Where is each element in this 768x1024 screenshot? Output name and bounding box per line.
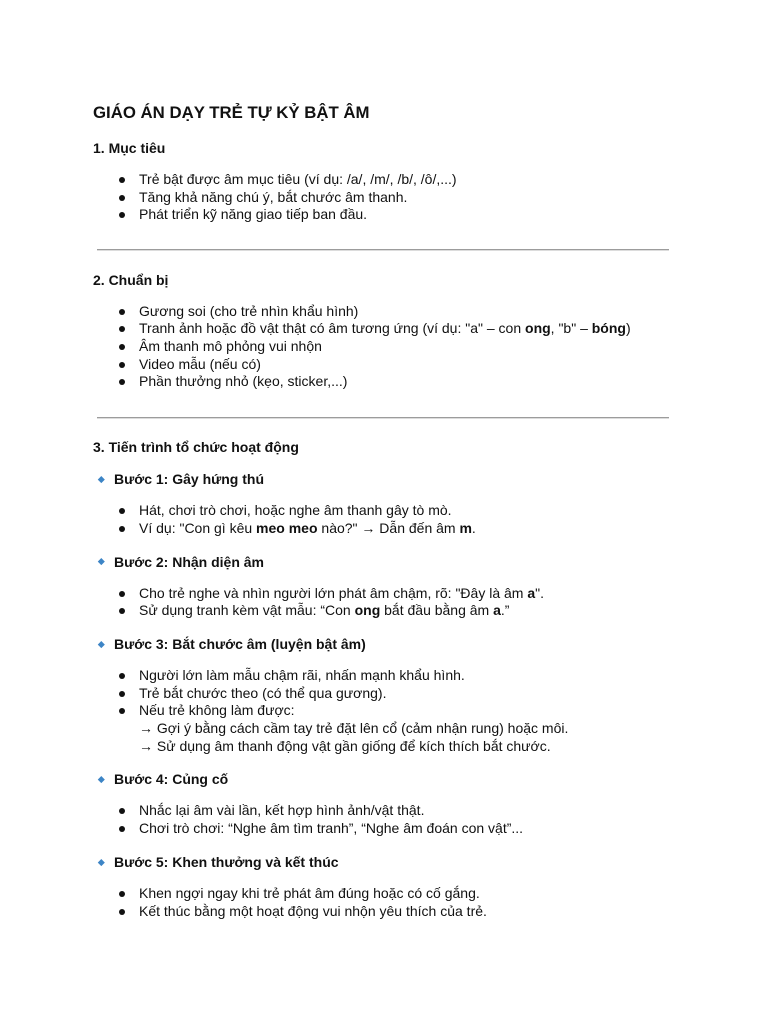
item-text: Tranh ảnh hoặc đồ vật thật có âm tương ứng (ví dụ: "a" – con	[139, 320, 526, 337]
list-item	[139, 885, 768, 903]
list-item	[139, 189, 768, 207]
diamond-icon	[98, 859, 104, 865]
step-1	[93, 470, 768, 537]
list-item	[139, 602, 768, 620]
step-heading	[93, 553, 768, 571]
list-item	[139, 303, 768, 321]
diamond-icon	[98, 641, 104, 647]
list-item	[139, 802, 768, 820]
page-title: GIÁO ÁN DẠY TRẺ TỰ KỶ BẬT ÂM	[93, 103, 370, 122]
list-item	[139, 820, 768, 838]
step-title: Bước 3: Bắt chước âm (luyện bật âm)	[114, 635, 366, 652]
step-list	[93, 885, 768, 920]
item-text: , "b" –	[550, 320, 592, 337]
list-item	[139, 206, 768, 224]
step-title: Bước 1: Gây hứng thú	[114, 471, 265, 488]
item-text: Nhắc lại âm vài lần, kết hợp hình ảnh/vật thật.	[139, 802, 425, 819]
step-title: Bước 4: Củng cố	[114, 771, 229, 788]
item-text: Trẻ bật được âm mục tiêu (ví dụ: /a/, /m/, /b/, /ô/,...)	[139, 171, 457, 187]
list-item	[139, 338, 768, 356]
section-goals	[93, 139, 768, 224]
step-4	[93, 770, 768, 837]
list-item	[139, 903, 768, 921]
list-item	[139, 373, 768, 391]
step-heading	[93, 635, 768, 653]
step-list	[93, 667, 768, 756]
item-emphasis: a	[493, 602, 501, 619]
diamond-icon	[98, 776, 104, 782]
item-emphasis: m	[459, 519, 472, 536]
list-item	[139, 685, 768, 703]
item-text: Tăng khả năng chú ý, bắt chước âm thanh.	[139, 188, 408, 205]
item-text: Phần thưởng nhỏ (kẹo, sticker,...)	[139, 373, 348, 390]
item-text: Kết thúc bằng một hoạt động vui nhộn yêu thích của trẻ.	[139, 902, 487, 919]
goals-list	[93, 171, 768, 224]
list-item	[139, 702, 768, 755]
item-text: Âm thanh mô phỏng vui nhộn	[139, 338, 322, 355]
hint-line: → Sử dụng âm thanh động vật gần giống để kích thích bắt chước.	[139, 737, 551, 754]
step-2	[93, 553, 768, 620]
item-emphasis: a	[527, 584, 536, 601]
preparation-list	[93, 303, 768, 392]
diamond-icon	[98, 558, 104, 564]
item-text: Phát triển kỹ năng giao tiếp ban đầu.	[139, 206, 368, 223]
list-item	[139, 667, 768, 685]
item-text: ".	[535, 584, 544, 601]
step-title: Bước 2: Nhận diện âm	[114, 553, 265, 570]
item-text: Sử dụng tranh kèm vật mẫu: “Con	[139, 602, 355, 619]
step-list	[93, 585, 768, 620]
list-item	[139, 171, 768, 189]
item-text: Người lớn làm mẫu chậm rãi, nhấn mạnh khẩu hình.	[139, 666, 465, 683]
step-list	[93, 502, 768, 537]
step-heading	[93, 770, 768, 788]
section-preparation	[93, 271, 768, 392]
step-list	[93, 802, 768, 837]
item-text: )	[625, 320, 631, 337]
section-heading-procedure: 3. Tiến trình tổ chức hoạt động	[93, 439, 299, 456]
item-emphasis: ong	[354, 602, 381, 619]
step-5	[93, 853, 768, 920]
list-item	[139, 356, 768, 374]
item-text: Chơi trò chơi: “Nghe âm tìm tranh”, “Nghe âm đoán con vật”...	[139, 820, 524, 837]
list-item	[139, 502, 768, 520]
step-3	[93, 635, 768, 756]
step-title: Bước 5: Khen thưởng và kết thúc	[114, 853, 339, 870]
item-text: Video mẫu (nếu có)	[139, 355, 261, 372]
item-text: Cho trẻ nghe và nhìn người lớn phát âm chậm, rõ: "Đây là âm	[139, 584, 528, 601]
diamond-icon	[98, 476, 104, 482]
item-text: Khen ngợi ngay khi trẻ phát âm đúng hoặc có cố gắng.	[139, 884, 480, 901]
item-emphasis: bóng	[591, 320, 626, 337]
item-text: .”	[500, 602, 510, 619]
section-divider	[97, 417, 669, 419]
step-heading	[93, 470, 768, 488]
item-emphasis: ong	[525, 320, 551, 337]
list-item	[139, 520, 768, 538]
item-text: Ví dụ: "Con gì kêu	[139, 519, 257, 536]
item-text: Hát, chơi trò chơi, hoặc nghe âm thanh gây tò mò.	[139, 502, 452, 519]
step-heading	[93, 853, 768, 871]
list-item	[139, 585, 768, 603]
item-text: Gương soi (cho trẻ nhìn khẩu hình)	[139, 302, 359, 319]
section-heading-preparation: 2. Chuẩn bị	[93, 271, 169, 288]
item-emphasis: meo meo	[256, 519, 318, 536]
item-text: nào?" → Dẫn đến âm	[317, 519, 460, 536]
list-item	[139, 320, 768, 338]
section-procedure	[93, 438, 768, 920]
item-text: bắt đầu bằng âm	[380, 602, 494, 619]
hint-line: → Gợi ý bằng cách cầm tay trẻ đặt lên cổ (cảm nhận rung) hoặc môi.	[139, 720, 569, 737]
item-text: Trẻ bắt chước theo (có thể qua gương).	[139, 684, 387, 701]
item-text: .	[471, 519, 476, 536]
section-heading-goals: 1. Mục tiêu	[93, 140, 166, 156]
item-text: Nếu trẻ không làm được:	[139, 702, 295, 719]
section-divider	[97, 249, 669, 251]
